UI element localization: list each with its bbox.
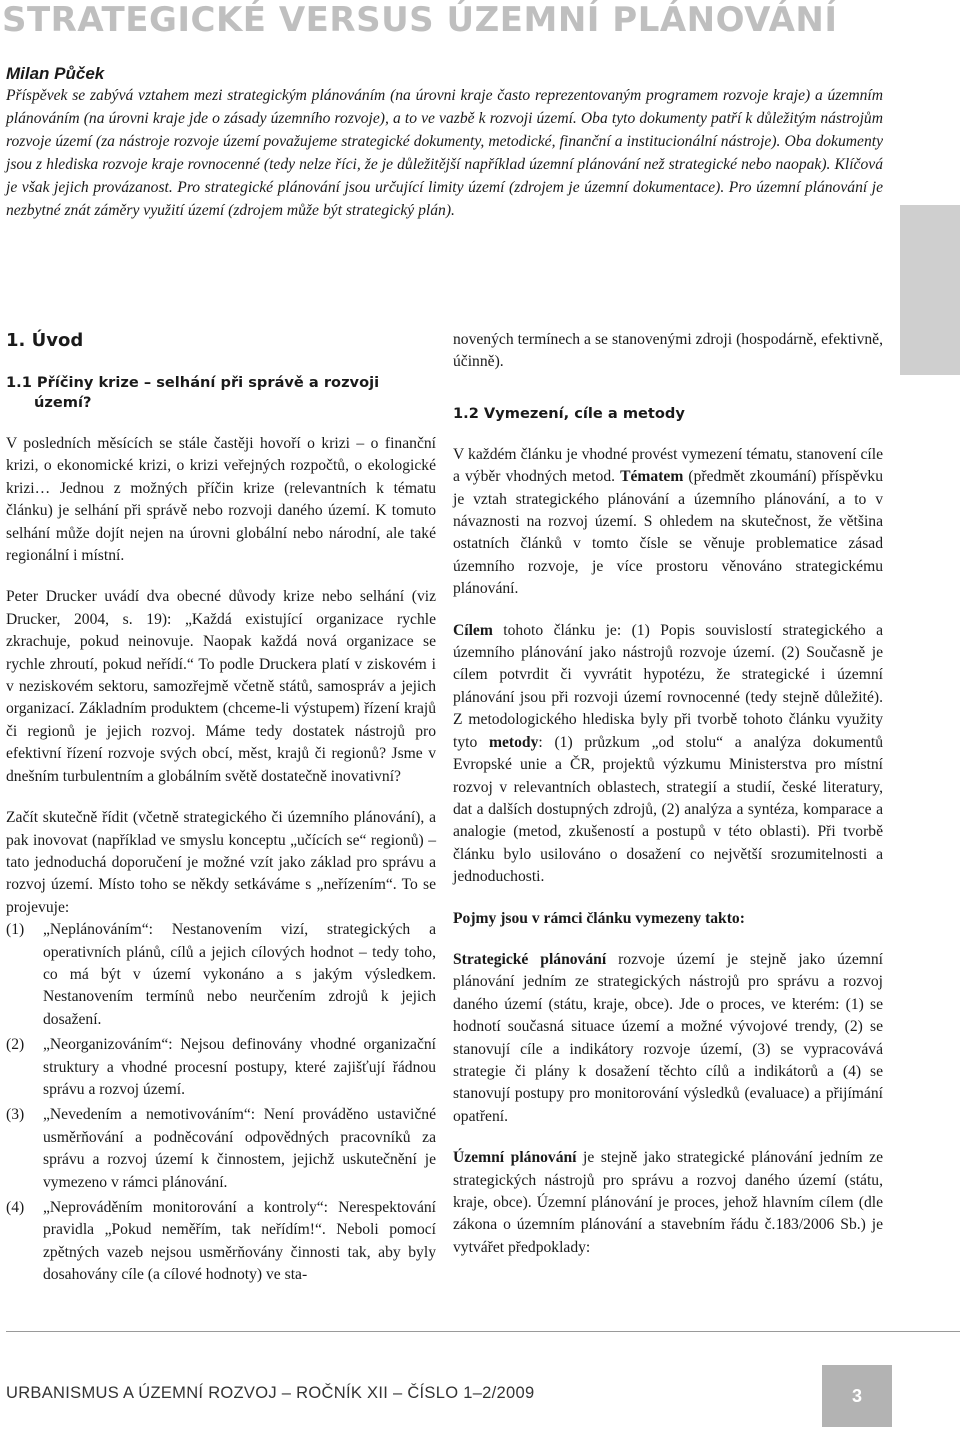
paragraph-spatial-planning: Územní plánování je stejně jako strategické plánování jedním ze strategických nástrojů pro správu a rozvoj daného území (státu, kraje, obce). Územní plánování je proces, jehož hlavním cílem (dle zákona o územním plánování a stavebním řádu č.183/2006 Sb.) je vytvářet předpoklady: bbox=[453, 1149, 883, 1256]
list-number: (1) bbox=[6, 921, 25, 939]
term-strategicke-planovani: Strategické plánování bbox=[453, 950, 607, 968]
right-column bbox=[453, 329, 883, 1278]
list-item bbox=[6, 1197, 436, 1287]
subsection-heading-1-2: 1.2 Vymezení, cíle a metody bbox=[453, 404, 685, 422]
term-cilem: Cílem bbox=[453, 621, 493, 639]
subsection-heading-1-1: 1.1 Příčiny krize – selhání při správě a rozvoji území? bbox=[6, 374, 380, 411]
footer-divider bbox=[6, 1331, 960, 1332]
paragraph: Začít skutečně řídit (včetně strategického či územního plánování), a pak inovovat (například ve smyslu konceptu „učících se“ regionů) – tato jednoduchá doporučení je možné vzít jako základ pro správu a rozvoj území. Místo toho se někdy setkáváme s „neřízením“. To se projevuje: bbox=[6, 809, 436, 916]
numbered-list bbox=[6, 919, 436, 1287]
paragraph: novených termínech a se stanovenými zdroji (hospodárně, efektivně, účinně). bbox=[453, 331, 883, 371]
term-tematem: Tématem bbox=[620, 468, 684, 486]
section-heading-intro: 1. Úvod bbox=[6, 330, 84, 351]
paragraph-strategic-planning: Strategické plánování rozvoje území je stejně jako územní plánování jedním ze strategických nástrojů pro správu a rozvoj daného území (státu, kraje, obce). Jde o proces, ve kterém: (1) se hodnotí současná situace území a možné vývojové trendy, (2) se stanovují cíle a indikátory rozvoje území, (3) se vypracovává strategie či plány k dosažení těchto cílů a indikátorů a (4) se stanovují postupy pro monitorování výsledků (evaluace) a přijímání opatření. bbox=[453, 950, 883, 1125]
page-number: 3 bbox=[822, 1365, 892, 1427]
margin-tab bbox=[900, 205, 960, 375]
paragraph: Peter Drucker uvádí dva obecné důvody krize nebo selhání (viz Drucker, 2004, s. 19): „Každá existující organizace rychle zkrachuje, pokud neinovuje. Naopak každá nová organizace se rychle zhroutí, pokud neřídí.“ To podle Druckera platí v ziskovém i v neziskovém sektoru, samozřejmě včetně států, samospráv a jejich organizací. Základním produktem (chceme-li výstupem) řízení krajů či regionů je jejich rozvoj. Máme tedy dostatek nástrojů pro efektivní řízení rozvoje svých obcí, měst, krajů či regionů? Jsme v dnešním turbulentním a globálním světě dostatečně inovativní? bbox=[6, 588, 436, 785]
list-item-text: „Neplánováním“: Nestanovením vizí, strategických a operativních plánů, cílů a jejich cílových hodnot – tedy toho, co má být v území vykonáno a s jakým výsledkem. Nestanovením termínů nebo neurčením zdrojů k jejich dosažení. bbox=[43, 921, 436, 1028]
paragraph-goal: Cílem tohoto článku je: (1) Popis souvislostí strategického a územního plánování jako nástrojů rozvoje území. (2) Současně je cílem potvrdit či vyvrátit hypotézu, že strategické i územní plánování jsou při rozvoji území rovnocenné (tedy stejně důležité). Z metodologického hlediska byly při tvorbě tohoto článku využity tyto metody: (1) průzkum „od stolu“ a analýza dokumentů Evropské unie a ČR, projektů výzkumu Ministerstva pro místní rozvoj v relevantních oblastech, strategií a studií, české literatury, dat a dalších dostupných zdrojů, (2) analýza a syntéza, komparace a analogie (metod, zkušeností a postupů v této oblasti). Při tvorbě článku bylo usilováno o dosažení co největší srozumitelnosti a jednoduchosti. bbox=[453, 621, 883, 886]
definitions-intro: Pojmy jsou v rámci článku vymezeny takto: bbox=[453, 909, 745, 927]
left-column bbox=[6, 329, 436, 1290]
term-metody: metody bbox=[489, 733, 539, 751]
list-number: (4) bbox=[6, 1199, 25, 1216]
abstract: Příspěvek se zabývá vztahem mezi strategickým plánováním (na úrovni kraje často reprezentovaným programem rozvoje kraje) a územním plánováním (na úrovni kraje jde o zásady územního rozvoje), a to ve vazbě k rozvoji území. Oba tyto dokumenty patří k důležitým nástrojům rozvoje území (za nástroje rozvoje území považujeme strategické dokumenty, metodické, finanční a institucionální nástroje). Oba dokumenty jsou z hlediska rozvoje kraje rovnocenné (tedy nelze říci, že je důležitější například územní plánování než strategické nebo naopak). Klíčová je však jejich provázanost. Pro strategické plánování jsou určující limity území (zdrojem je územní dokumentace). Pro územní plánování je nezbytné znát záměry využití území (zdrojem může být strategický plán). bbox=[6, 87, 883, 219]
list-item-text: „Neprováděním monitorování a kontroly“: Nerespektování pravidla „Pokud neměřím, tak neřídím!“. Neboli pomocí zpětných vazeb nejsou usměrňovány činnosti tak, aby byly dosahovány cíle (a cílové hodnoty) ve sta- bbox=[43, 1199, 436, 1284]
paragraph: V posledních měsících se stále častěji hovoří o krizi – o finanční krizi, o ekonomické krizi, o krizi veřejných rozpočtů, o ekologické krizi… Jednou z možných příčin krize (relevantních k tématu článku) je selhání při správě nebo rozvoji daného území. K tomuto selhání může dojít nejen na úrovni globální nebo národní, ale také regionální i místní. bbox=[6, 435, 436, 565]
list-item bbox=[6, 1034, 436, 1101]
list-item-text: „Neorganizováním“: Nejsou definovány vhodné organizační struktury a vhodné procesní postupy, které zajišťují řádnou správu a rozvoj území. bbox=[43, 1036, 436, 1098]
list-item bbox=[6, 919, 436, 1031]
journal-footer: URBANISMUS A ÚZEMNÍ ROZVOJ – ROČNÍK XII – ČÍSLO 1–2/2009 bbox=[6, 1384, 535, 1402]
list-item-text: „Nevedením a nemotivováním“: Není prováděno ustavičné usměrňování a podněcování odpovědných pracovníků za správu a rozvoj území k činnostem, jejichž uskutečnění je vymezeno v rámci plánování. bbox=[43, 1106, 436, 1191]
term-uzemni-planovani: Územní plánování bbox=[453, 1149, 577, 1167]
list-number: (3) bbox=[6, 1106, 25, 1124]
paragraph-theme: V každém článku je vhodné provést vymezení tématu, stanovení cíle a výběr vhodných metod. Tématem (předmět zkoumání) příspěvku je vztah strategického plánování a územního plánování, a to v návaznosti na rozvoj území. S ohledem na skutečnost, že většina ostatních článků v tomto čísle se věnuje problematice zásad územního rozvoje, je více prostoru věnováno strategickému plánování. bbox=[453, 445, 883, 598]
list-item bbox=[6, 1104, 436, 1194]
list-number: (2) bbox=[6, 1036, 25, 1054]
article-title: STRATEGICKÉ VERSUS ÚZEMNÍ PLÁNOVÁNÍ bbox=[2, 0, 838, 40]
author-name: Milan Půček bbox=[6, 64, 105, 83]
